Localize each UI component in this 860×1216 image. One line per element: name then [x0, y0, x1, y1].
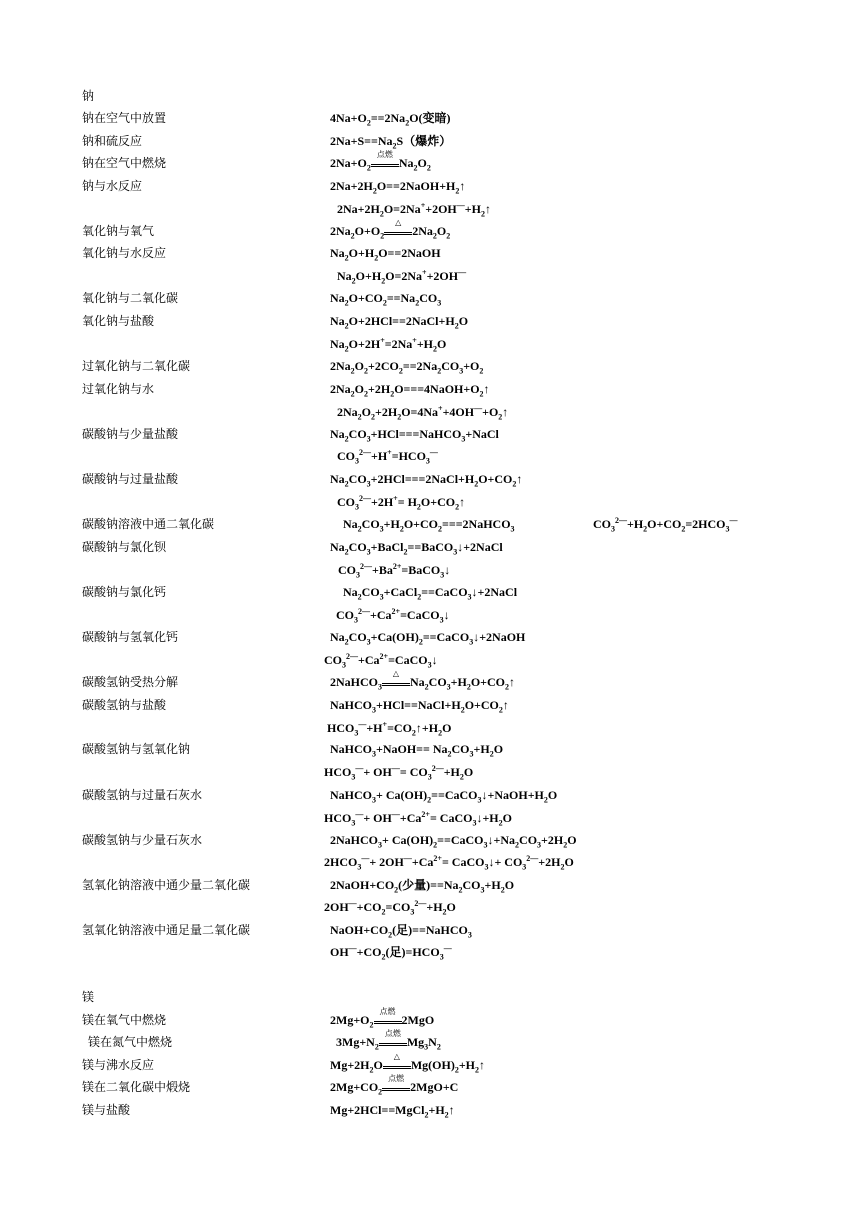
reaction-equation: $2Na+S==Na_2S$（爆炸） [330, 134, 452, 151]
section-title: 镁 [82, 990, 95, 1004]
reaction-equation: $Na_2CO_3+HCl===NaHCO_3+NaCl$ [330, 427, 499, 444]
reaction-equation: $HCO_3^—+H^+=CO_2↑+H_2O$ [327, 720, 452, 738]
ionic-equation: $CO_3^{2—}+H_2O+CO_2=2HCO_3^—$ [593, 516, 738, 534]
reaction-equation: $Na_2O+H_2O=2Na^++2OH^—$ [337, 268, 467, 286]
reaction-name: 氧化钠与水反应 [82, 246, 167, 260]
reaction-equation: $2Na_2O_2+2CO_2==2Na_2CO_3+O_2$ [330, 359, 484, 376]
reaction-name: 镁在氮气中燃烧 [88, 1035, 173, 1049]
reaction-name: 镁在氧气中燃烧 [82, 1013, 167, 1027]
reaction-name: 碳酸氢钠受热分解 [82, 675, 179, 689]
reaction-equation: $Na_2CO_3+2HCl===2NaCl+H_2O+CO_2↑$ [330, 472, 523, 489]
reaction-name: 碳酸钠与氯化钙 [82, 585, 167, 599]
reaction-equation: $2Na+2H_2O==2NaOH+H_2↑$ [330, 179, 466, 196]
reaction-equation: $CO_3^{2—}+Ca^{2+}=CaCO_3↓$ [324, 652, 438, 670]
reaction-equation: $Na_2O+2H^+=2Na^++H_2O$ [330, 336, 447, 354]
reaction-equation: $2Na+2H_2O=2Na^++2OH^—+H_2↑$ [337, 201, 491, 219]
section-title: 钠 [82, 89, 95, 103]
reaction-equation: $HCO_3^—+ OH^—= CO_3^{2—}+H_2O$ [324, 764, 474, 782]
reaction-name: 碳酸氢钠与盐酸 [82, 698, 167, 712]
reaction-name: 过氧化钠与水 [82, 382, 155, 396]
reaction-equation: $Na_2CO_3+Ca(OH)_2==CaCO_3↓+2NaOH$ [330, 630, 526, 647]
reaction-equation: $CO_3^{2—}+H^+=HCO_3^—$ [337, 448, 438, 466]
reaction-name: 碳酸钠与过量盐酸 [82, 472, 179, 486]
reaction-equation: $2Na_2O_2+2H_2O===4NaOH+O_2↑$ [330, 382, 490, 399]
reaction-name: 氢氧化钠溶液中通足量二氧化碳 [82, 923, 251, 937]
reaction-equation: NaHCO$_3$+ $Ca(OH)_2==CaCO_3↓+NaOH+H_2O$ [330, 788, 558, 805]
reaction-equation: $NaOH+CO_2$(足)==NaHCO$_3$ [330, 923, 472, 940]
reaction-equation: 2NaHCO$_3$+ $Ca(OH)_2==CaCO_3↓+Na_2CO_3+2H_2O$ [330, 833, 577, 850]
reaction-name: 氧化钠与二氧化碳 [82, 291, 179, 305]
reaction-name: 镁与盐酸 [82, 1103, 131, 1117]
reaction-equation: $2Na_2O_2+2H_2O=4Na^++4OH^—+O_2↑$ [337, 404, 509, 422]
reaction-name: 碳酸钠与少量盐酸 [82, 427, 179, 441]
reaction-equation: $2OH^—+CO_2=CO_3^{2—}+H_2O$ [324, 899, 456, 917]
reaction-name: 碳酸钠与氯化钡 [82, 540, 167, 554]
reaction-name: 钠和硫反应 [82, 134, 143, 148]
reaction-equation: $Na_2O+H_2O==2NaOH$ [330, 246, 441, 263]
reaction-equation: NaHCO$_3$+NaOH== $Na_2CO_3+H_2O$ [330, 742, 504, 759]
reaction-equation: 2NaHCO$_3$ △ $Na_2CO_3+H_2O+CO_2↑$ [330, 669, 516, 692]
reaction-equation: $Na_2O+CO_2==Na_2CO_3$ [330, 291, 442, 308]
reaction-name: 碳酸钠与氢氧化钙 [82, 630, 179, 644]
reaction-name: 碳酸钠溶液中通二氧化碳 [82, 517, 215, 531]
reaction-equation: $Na_2CO_3+CaCl_2==CaCO_3↓+2NaCl$ [343, 585, 518, 602]
reaction-equation: $2HCO_3^—+ 2OH^—+Ca^{2+}=$ CaCO$_3$↓+ $CO_3^{2—}+2H_2O$ [324, 854, 574, 872]
reaction-equation: $2Na+O_2$ 点燃 $Na_2O_2$ [330, 150, 431, 173]
reaction-name: 碳酸氢钠与过量石灰水 [82, 788, 203, 802]
reaction-name: 钠在空气中放置 [82, 111, 167, 125]
reaction-name: 氧化钠与氧气 [82, 224, 155, 238]
reaction-name: 碳酸氢钠与少量石灰水 [82, 833, 203, 847]
reaction-equation: $Na_2CO_3+BaCl_2==BaCO_3↓+2NaCl$ [330, 540, 503, 557]
reaction-name: 钠与水反应 [82, 179, 143, 193]
reaction-equation: $2NaOH+CO_2$(少量)$==Na_2CO_3+H_2O$ [330, 878, 515, 895]
reaction-equation: $CO_3^{2—}+Ca^{2+}=CaCO_3↓$ [336, 607, 450, 625]
reaction-name: 过氧化钠与二氧化碳 [82, 359, 191, 373]
reaction-name: 镁在二氧化碳中煅烧 [82, 1080, 191, 1094]
reaction-equation: $Mg+2HCl==MgCl_2+H_2↑$ [330, 1103, 455, 1120]
reaction-equation: $2Na_2O+O_2$ △ $2Na_2O_2$ [330, 218, 451, 241]
reaction-equation: $HCO_3^—+ OH^—+Ca^{2+}=$ $CaCO_3↓+H_2O$ [324, 810, 512, 828]
reaction-name: 碳酸氢钠与氢氧化钠 [82, 742, 191, 756]
reaction-name: 钠在空气中燃烧 [82, 156, 167, 170]
reaction-equation: $CO_3^{2—}+Ba^{2+}=BaCO_3↓$ [338, 562, 451, 580]
reaction-equation: $Mg+2H_2O$ △ $Mg(OH)_2+H_2↑$ [330, 1052, 486, 1075]
reaction-equation: $Na_2O+2HCl==2NaCl+H_2O$ [330, 314, 469, 331]
reaction-equation: $4Na+O_2==2Na_2O$(变暗) [330, 111, 451, 128]
reaction-equation: $2Mg+O_2$ 点燃 2MgO [330, 1007, 435, 1030]
reaction-equation: $CO_3^{2—}+2H^+=$ $H_2O+CO_2↑$ [337, 494, 466, 512]
reaction-equation: $Na_2CO_3+H_2O+CO_2===2NaHCO_3$ [343, 517, 515, 534]
reaction-name: 氢氧化钠溶液中通少量二氧化碳 [82, 878, 251, 892]
reaction-equation: $2Mg+CO_2$ 点燃 2MgO+C [330, 1074, 459, 1097]
reaction-equation: $OH^—+CO_2$(足)$=HCO_3^—$ [330, 944, 452, 962]
reaction-equation: $3Mg+N_2$ 点燃 $Mg_3N_2$ [336, 1029, 441, 1052]
reaction-equation: $NaHCO_3+HCl==NaCl+H_2O+CO_2↑$ [330, 698, 509, 715]
reaction-name: 氧化钠与盐酸 [82, 314, 155, 328]
reaction-name: 镁与沸水反应 [82, 1058, 155, 1072]
